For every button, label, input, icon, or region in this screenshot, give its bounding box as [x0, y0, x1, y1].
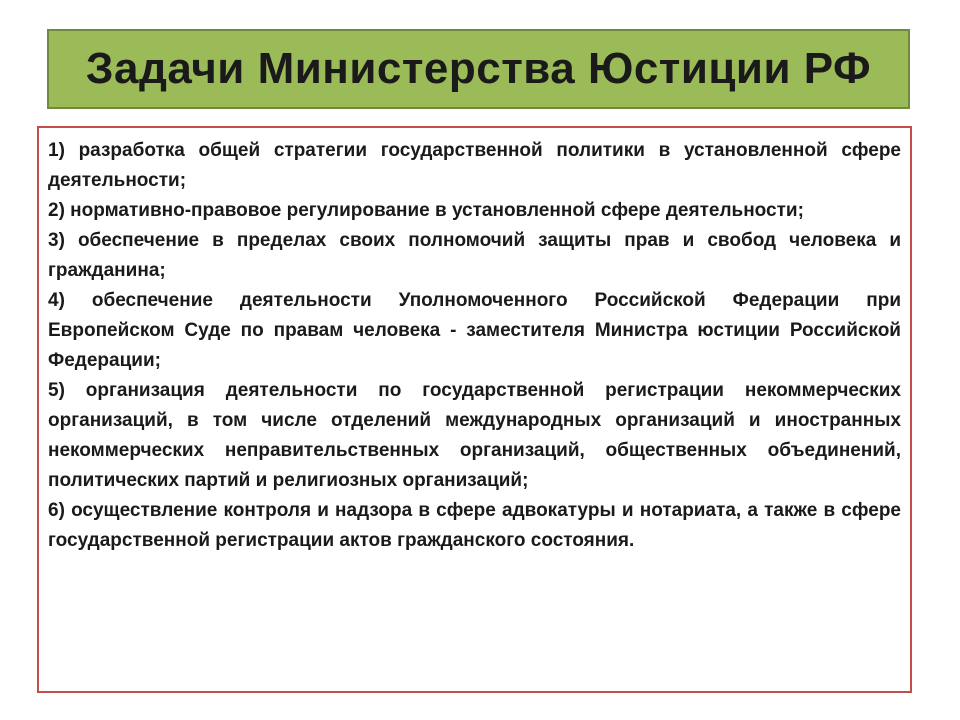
task-item-5: 5) организация деятельности по государственной регистрации некоммерческих организаций, в том числе отделений международных организаций и иностранных некоммерческих неправительственных организаций, общественных объединений, политических партий и религиозных организаций; [48, 380, 901, 491]
tasks-panel [37, 126, 912, 693]
slide-title: Задачи Министерства Юстиции РФ [85, 44, 872, 93]
task-item-6: 6) осуществление контроля и надзора в сфере адвокатуры и нотариата, а также в сфере государственной регистрации актов гражданского состояния. [48, 500, 901, 551]
task-item-1: 1) разработка общей стратегии государственной политики в установленной сфере деятельности; [48, 140, 901, 191]
task-item-2: 2) нормативно-правовое регулирование в установленной сфере деятельности; [48, 200, 804, 221]
title-banner [47, 29, 910, 109]
task-item-3: 3) обеспечение в пределах своих полномочий защиты прав и свобод человека и гражданина; [48, 230, 901, 281]
task-item-4: 4) обеспечение деятельности Уполномоченного Российской Федерации при Европейском Суде по правам человека - заместителя Министра юстиции Российской Федерации; [48, 290, 901, 371]
